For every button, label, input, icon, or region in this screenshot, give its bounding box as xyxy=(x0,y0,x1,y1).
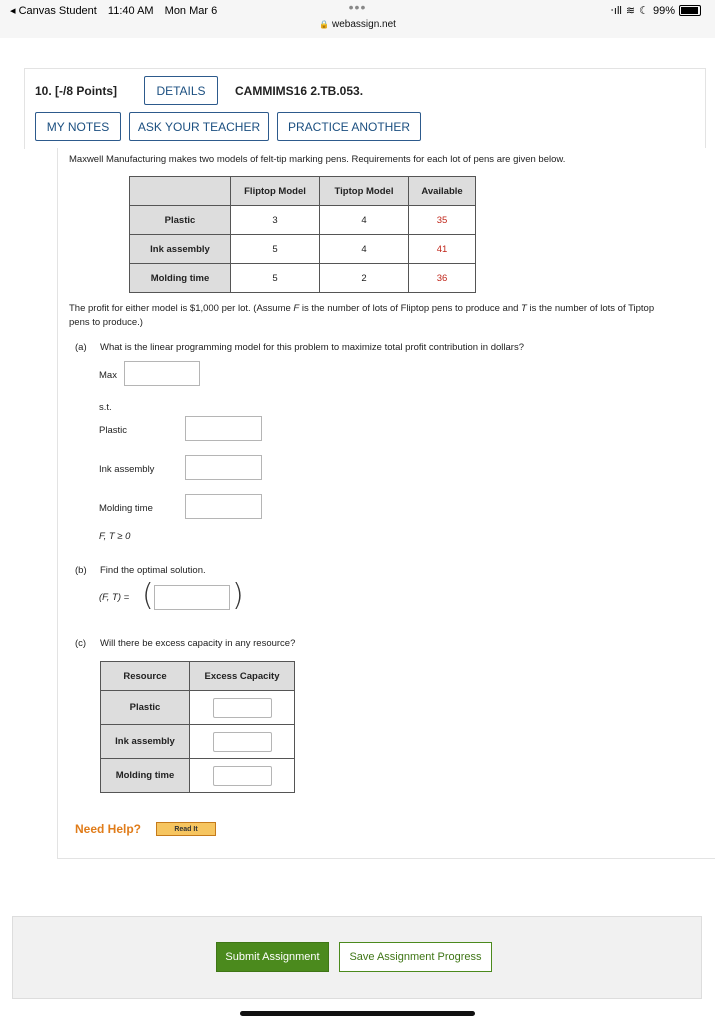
battery-percent: 99% xyxy=(652,4,675,17)
row-label: Ink assembly xyxy=(101,725,190,759)
cell-available: 41 xyxy=(409,235,476,264)
table-row xyxy=(101,691,295,725)
excess-cell xyxy=(190,691,295,725)
header-available: Available xyxy=(409,177,476,206)
plastic-constraint-input[interactable] xyxy=(185,416,262,441)
status-time: 11:40 AM xyxy=(107,5,154,17)
part-b-question: Find the optimal solution. xyxy=(100,565,206,576)
cell-value: 5 xyxy=(231,264,320,293)
signal-icon: ‧ıll xyxy=(610,5,622,17)
status-date: Mon Mar 6 xyxy=(164,5,218,17)
back-to-app-link[interactable]: ◂ Canvas Student xyxy=(10,5,97,17)
header-fliptop: Fliptop Model xyxy=(231,177,320,206)
cell-available: 36 xyxy=(409,264,476,293)
part-a-question: What is the linear programming model for this problem to maximize total profit contribution in dollars? xyxy=(100,342,524,353)
url-text: webassign.net xyxy=(332,19,396,30)
ft-label: (F, T) = xyxy=(99,592,130,603)
cell-value: 2 xyxy=(320,264,409,293)
optimal-solution-input[interactable] xyxy=(154,585,230,610)
question-code: CAMMIMS16 2.TB.053. xyxy=(235,84,364,98)
excess-plastic-input[interactable] xyxy=(213,698,272,718)
table-row xyxy=(101,759,295,793)
question-number: 10. [-/8 Points] xyxy=(35,84,118,98)
cell-value: 3 xyxy=(231,206,320,235)
right-paren: ) xyxy=(232,578,244,613)
table-row xyxy=(130,264,476,293)
submit-assignment-button[interactable]: Submit Assignment xyxy=(216,942,329,972)
my-notes-button[interactable]: MY NOTES xyxy=(35,112,121,141)
wifi-icon: ≋ xyxy=(625,5,636,17)
status-right xyxy=(610,4,701,17)
part-b-tag: (b) xyxy=(75,565,87,576)
header-tiptop: Tiptop Model xyxy=(320,177,409,206)
header-excess: Excess Capacity xyxy=(190,662,295,691)
excess-capacity-table xyxy=(100,661,295,793)
row-label: Ink assembly xyxy=(130,235,231,264)
lock-icon: 🔒 xyxy=(319,20,330,29)
question-body xyxy=(57,148,715,859)
read-it-button[interactable]: Read It xyxy=(156,822,216,836)
table-row xyxy=(130,235,476,264)
save-progress-button[interactable]: Save Assignment Progress xyxy=(339,942,492,972)
cell-value: 4 xyxy=(320,235,409,264)
practice-another-button[interactable]: PRACTICE ANOTHER xyxy=(277,112,421,141)
excess-ink-input[interactable] xyxy=(213,732,272,752)
row-label: Plastic xyxy=(101,691,190,725)
multitask-dots-icon[interactable]: ••• xyxy=(348,0,367,15)
table-header-row xyxy=(130,177,476,206)
st-label: s.t. xyxy=(99,402,112,413)
url-bar[interactable] xyxy=(0,19,715,30)
assignment-footer xyxy=(12,916,702,999)
requirements-table xyxy=(129,176,476,293)
max-input[interactable] xyxy=(124,361,200,386)
need-help-label: Need Help? xyxy=(75,822,142,836)
profit-text: The profit for either model is $1,000 per lot. (Assume F is the number of lots of Fliptop pens to produce and T is the number of lots of Tiptop pens to produce.) xyxy=(69,303,655,328)
part-c-question: Will there be excess capacity in any resource? xyxy=(100,638,296,649)
nonnegativity-label: F, T ≥ 0 xyxy=(99,531,131,542)
cell-value: 4 xyxy=(320,206,409,235)
table-row xyxy=(101,725,295,759)
molding-label: Molding time xyxy=(99,503,153,514)
home-indicator[interactable] xyxy=(240,1011,475,1016)
excess-cell xyxy=(190,759,295,793)
table-header-row xyxy=(101,662,295,691)
ink-label: Ink assembly xyxy=(99,464,155,475)
question-header xyxy=(24,68,706,149)
row-label: Plastic xyxy=(130,206,231,235)
row-label: Molding time xyxy=(130,264,231,293)
cell-available: 35 xyxy=(409,206,476,235)
part-c-tag: (c) xyxy=(75,638,87,649)
details-button[interactable]: DETAILS xyxy=(144,76,218,105)
row-label: Molding time xyxy=(101,759,190,793)
excess-molding-input[interactable] xyxy=(213,766,272,786)
question-points: [-/8 Points] xyxy=(55,84,118,98)
ink-constraint-input[interactable] xyxy=(185,455,262,480)
table-corner xyxy=(130,177,231,206)
battery-icon xyxy=(679,5,701,16)
ask-teacher-button[interactable]: ASK YOUR TEACHER xyxy=(129,112,269,141)
max-label: Max xyxy=(99,370,117,381)
molding-constraint-input[interactable] xyxy=(185,494,262,519)
part-a-tag: (a) xyxy=(75,342,87,353)
header-resource: Resource xyxy=(101,662,190,691)
table-row xyxy=(130,206,476,235)
left-paren: ( xyxy=(142,578,154,613)
cell-value: 5 xyxy=(231,235,320,264)
plastic-label: Plastic xyxy=(99,425,127,436)
moon-icon: ☾ xyxy=(639,5,649,17)
intro-text: Maxwell Manufacturing makes two models of felt-tip marking pens. Requirements for each lot of pens are given below. xyxy=(69,154,566,165)
excess-cell xyxy=(190,725,295,759)
status-bar xyxy=(0,0,715,38)
